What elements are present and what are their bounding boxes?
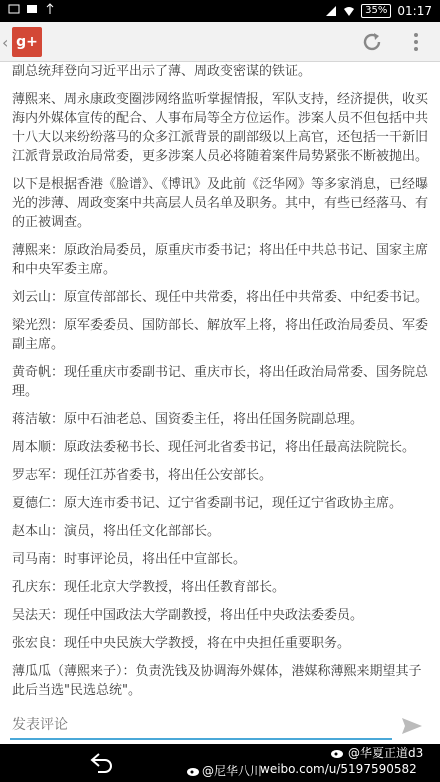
usb-icon: [44, 3, 56, 15]
clock: 01:17: [397, 4, 432, 18]
post-paragraph: 黄奇帆：现任重庆市委副书记、重庆市长，将出任政治局常委、国务院总理。: [12, 365, 429, 399]
weibo-logo-icon: [186, 763, 202, 777]
status-bar: [0, 0, 440, 22]
post-paragraph: 罗志军：现任江苏省委书，将出任公安部长。: [12, 468, 273, 483]
app-icon[interactable]: g+: [12, 27, 42, 57]
weibo-logo-icon: [330, 745, 346, 759]
action-bar: [0, 22, 440, 62]
app-notification-icon: [8, 3, 20, 15]
comment-bar: [0, 708, 440, 744]
watermark-username-2: @尼华八川: [202, 764, 263, 778]
post-paragraph: 司马南：时事评论员，将出任中宣部长。: [12, 552, 247, 567]
watermark-username: @华夏正道d3: [348, 746, 424, 760]
overflow-menu-icon[interactable]: [408, 30, 424, 54]
post-paragraph: 刘云山：原宣传部部长、现任中共常委，将出任中共常委、中纪委书记。: [12, 290, 429, 305]
image-notification-icon: [26, 3, 38, 15]
battery-indicator: 35%: [361, 4, 391, 18]
post-content: [0, 62, 440, 708]
watermark-url: weibo.com/u/5197590582: [260, 762, 417, 776]
wifi-icon: [343, 5, 355, 17]
comment-input[interactable]: [10, 712, 392, 740]
post-paragraph: 副总统拜登向习近平出示了薄、周政变密谋的铁证。: [12, 64, 312, 79]
post-paragraph: 孔庆东：现任北京大学教授，将出任教育部长。: [12, 580, 286, 595]
chevron-left-icon[interactable]: ‹: [2, 33, 9, 52]
post-paragraph: 薄瓜瓜（薄熙来子）：负责洗钱及协调海外媒体，港媒称薄熙来期望其子此后当选"民选总统"。: [12, 664, 422, 698]
post-paragraph: 以下是根据香港《脸谱》、《博讯》及此前《泛华网》等多家消息，已经曝光的涉薄、周政变案中共高层人员名单及职务。其中，有些已经落马、有的正被调查。: [12, 177, 429, 230]
back-icon[interactable]: [90, 752, 114, 774]
post-paragraph: 梁光烈：原军委委员、国防部长、解放军上将，将出任政治局委员、军委副主席。: [12, 318, 429, 352]
post-paragraph: 赵本山：演员，将出任文化部部长。: [12, 524, 221, 539]
post-paragraph: 吴法天：现任中国政法大学副教授，将出任中央政法委委员。: [12, 608, 364, 623]
post-paragraph: 薄熙来：原政治局委员，原重庆市委书记；将出任中共总书记、国家主席和中央军委主席。: [12, 243, 429, 277]
post-paragraph: 蒋洁敏：原中石油老总、国资委主任，将出任国务院副总理。: [12, 412, 364, 427]
refresh-icon[interactable]: [360, 30, 384, 54]
signal-icon: [325, 5, 337, 17]
post-paragraph: 张宏良：现任中央民族大学教授，将在中央担任重要职务。: [12, 636, 351, 651]
send-icon[interactable]: [400, 714, 424, 738]
post-paragraph: 薄熙来、周永康政变圈涉网络监听掌握情报，军队支持，经济提供，收买海内外媒体宣传的配合、人事布局等全方位运作。涉案人员不但包括中共十八大以来纷纷落马的众多江派背景的副部级以上高官，还包括一干新旧江派背景政治局常委，更多涉案人员必将随着案件局势紧张不断被抛出。: [12, 92, 429, 164]
post-paragraph: 夏德仁：原大连市委书记、辽宁省委副书记，现任辽宁省政协主席。: [12, 496, 403, 511]
post-paragraph: 周本顺：原政法委秘书长、现任河北省委书记，将出任最高法院院长。: [12, 440, 416, 455]
